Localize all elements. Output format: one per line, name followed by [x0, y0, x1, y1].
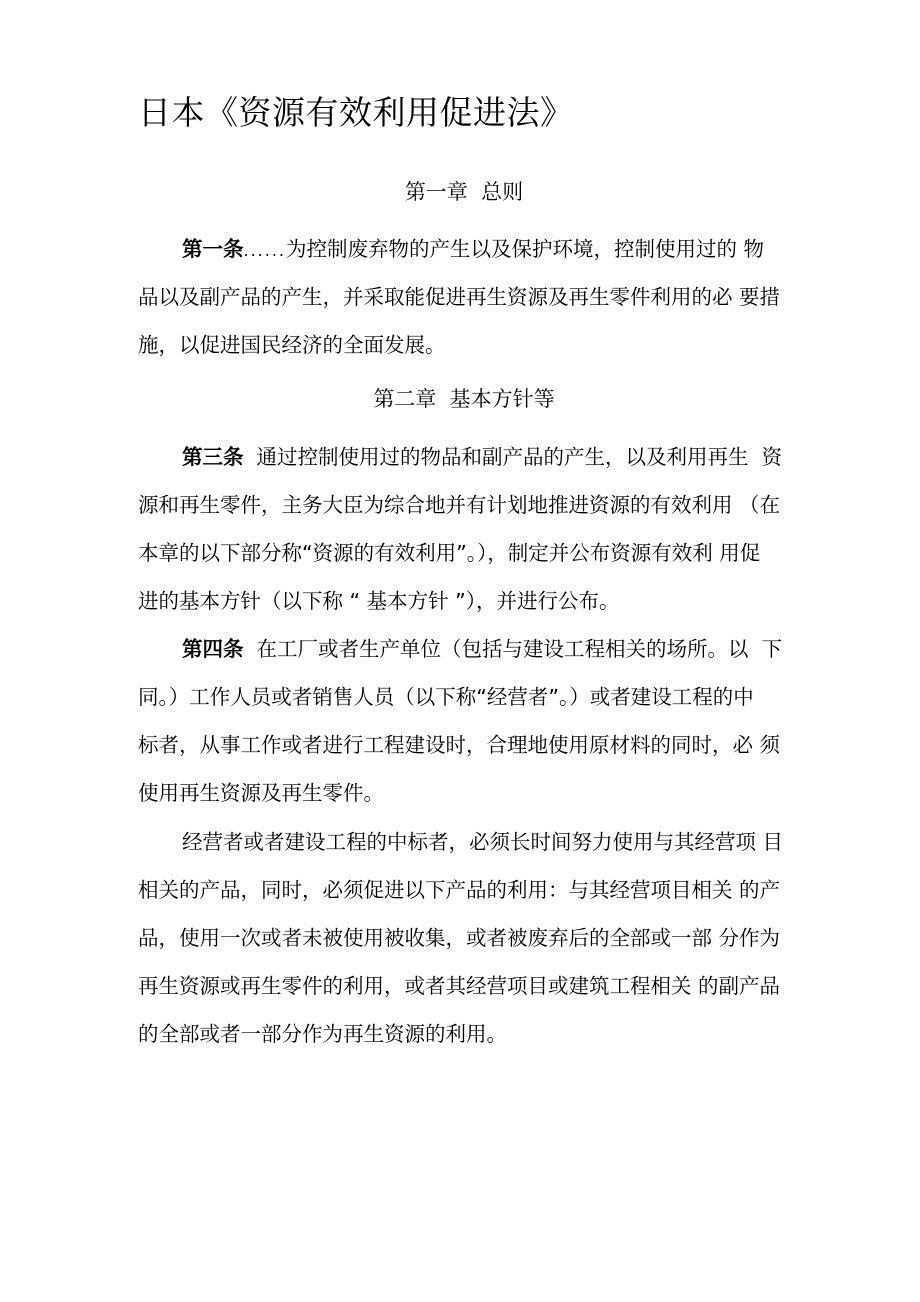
paragraph-5-line-2: 相关的产品，同时，必须促进以下产品的利用：与其经营项目相关 的产	[138, 878, 781, 902]
article-1	[138, 225, 790, 369]
article-3-label: 第三条	[182, 445, 244, 469]
article-3	[138, 433, 790, 625]
article-4-line-4: 使用再生资源及再生零件。	[138, 781, 384, 805]
article-4-line-2: 同。）工作人员或者销售人员（以下称“经营者”。）或者建设工程的中	[138, 685, 754, 709]
article-4-text-1: 在工厂或者生产单位（包括与建设工程相关的场所。以 下	[243, 637, 783, 661]
chapter-heading-1: 第一章 总则	[404, 180, 524, 204]
article-3-line-2: 源和再生零件，主务大臣为综合地并有计划地推进资源的有效利用 （在	[138, 493, 781, 517]
article-1-line-3: 施，以促进国民经济的全面发展。	[138, 333, 446, 357]
paragraph-5-line-4: 再生资源或再生零件的利用，或者其经营项目或建筑工程相关 的副产品	[138, 974, 781, 998]
article-1-text-1: 为控制废弃物的产生以及保护环境，控制使用过的 物	[286, 237, 765, 261]
article-3-text-1: 通过控制使用过的物品和副产品的产生，以及利用再生 资	[243, 445, 783, 469]
article-4-label: 第四条	[182, 637, 244, 661]
article-3-line-4: 进的基本方针（以下称 “ 基本方针 ”），并进行公布。	[138, 589, 620, 613]
article-4-line-3: 标者，从事工作或者进行工程建设时，合理地使用原材料的同时，必 须	[138, 733, 781, 757]
paragraph-5-line-3: 品，使用一次或者未被使用被收集，或者被废弃后的全部或一部 分作为	[138, 926, 781, 950]
article-1-line-1	[138, 225, 790, 273]
article-4	[138, 625, 790, 817]
paragraph-5	[138, 818, 790, 1058]
chapter-heading-2: 第二章 基本方针等	[373, 387, 555, 411]
article-1-label: 第一条	[182, 237, 244, 261]
article-1-leader: ......	[243, 241, 287, 260]
document-title: 日本《资源有效利用促进法》	[138, 93, 574, 132]
article-1-line-2: 品以及副产品的产生，并采取能促进再生资源及再生零件利用的必 要措	[138, 285, 781, 309]
article-3-line-3: 本章的以下部分称“资源的有效利用”。），制定并公布资源有效利 用促	[138, 541, 761, 565]
article-4-line-1	[138, 625, 790, 673]
paragraph-5-line-5: 的全部或者一部分作为再生资源的利用。	[138, 1022, 507, 1046]
article-3-line-1	[138, 433, 790, 481]
paragraph-5-line-1: 经营者或者建设工程的中标者，必须长时间努力使用与其经营项 目	[182, 830, 784, 854]
